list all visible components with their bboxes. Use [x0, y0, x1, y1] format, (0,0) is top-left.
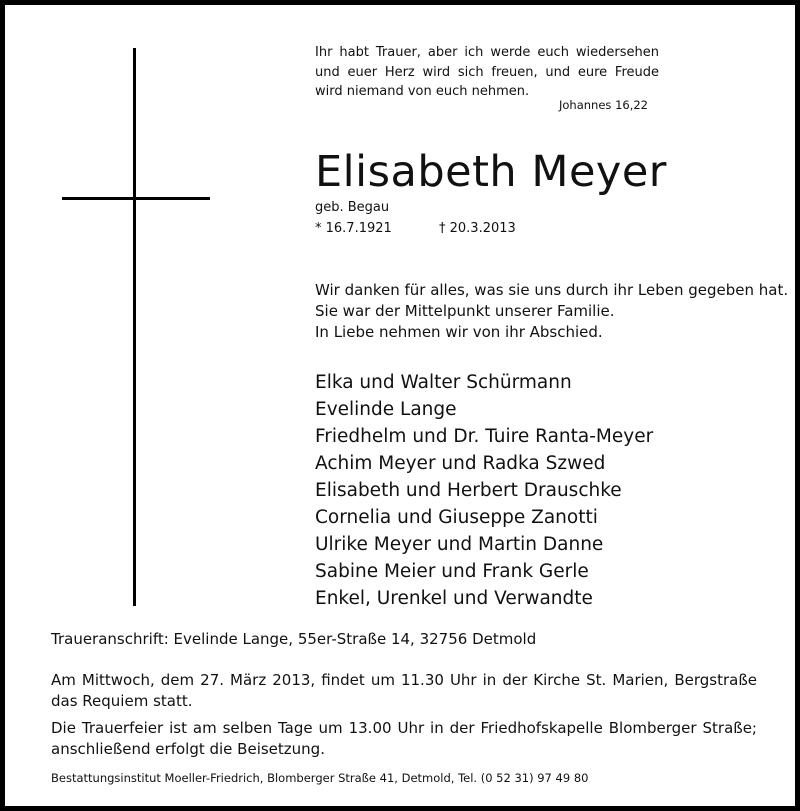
mourner-item: Achim Meyer und Radka Szwed — [315, 453, 606, 474]
mourner-item: Ulrike Meyer und Martin Danne — [315, 534, 604, 555]
quote-source: Johannes 16,22 — [559, 98, 648, 112]
bible-quote: Ihr habt Trauer, aber ich werde euch wiedersehen und euer Herz wird sich freuen, und eure Freude wird niemand von euch nehmen. — [315, 45, 659, 99]
birth-name: geb. Begau — [315, 200, 390, 215]
funeral-info: Die Trauerfeier ist am selben Tage um 13.00 Uhr in der Friedhofskapelle Blomberger Straße; anschließend erfolgt die Beisetzung. — [51, 719, 757, 758]
mourner-item: Enkel, Urenkel und Verwandte — [315, 588, 593, 609]
cross-vertical-bar — [133, 48, 136, 606]
funeral-home: Bestattungsinstitut Moeller-Friedrich, Blomberger Straße 41, Detmold, Tel. (0 52 31) 97 49 80 — [51, 771, 589, 785]
thanks-line: In Liebe nehmen wir von ihr Abschied. — [315, 323, 603, 341]
death-date: † 20.3.2013 — [439, 221, 516, 236]
mourner-item: Cornelia und Giuseppe Zanotti — [315, 507, 598, 528]
mourners-list — [315, 369, 653, 612]
mourner-item: Elka und Walter Schürmann — [315, 372, 572, 393]
cross-horizontal-bar — [62, 197, 210, 200]
mourning-address: Traueranschrift: Evelinde Lange, 55er-Straße 14, 32756 Detmold — [51, 630, 537, 648]
mourner-item: Friedhelm und Dr. Tuire Ranta-Meyer — [315, 426, 654, 447]
deceased-name: Elisabeth Meyer — [315, 147, 667, 197]
thanks-line: Wir danken für alles, was sie uns durch ihr Leben gegeben hat. — [315, 281, 789, 299]
birth-date: * 16.7.1921 — [315, 221, 392, 236]
mourner-item: Elisabeth und Herbert Drauschke — [315, 480, 622, 501]
thanks-line: Sie war der Mittelpunkt unserer Familie. — [315, 302, 615, 320]
requiem-info: Am Mittwoch, dem 27. März 2013, findet um 11.30 Uhr in der Kirche St. Marien, Bergstraße das Requiem statt. — [51, 671, 757, 710]
mourner-item: Evelinde Lange — [315, 399, 457, 420]
mourner-item: Sabine Meier und Frank Gerle — [315, 561, 589, 582]
thanks-text — [315, 280, 789, 343]
